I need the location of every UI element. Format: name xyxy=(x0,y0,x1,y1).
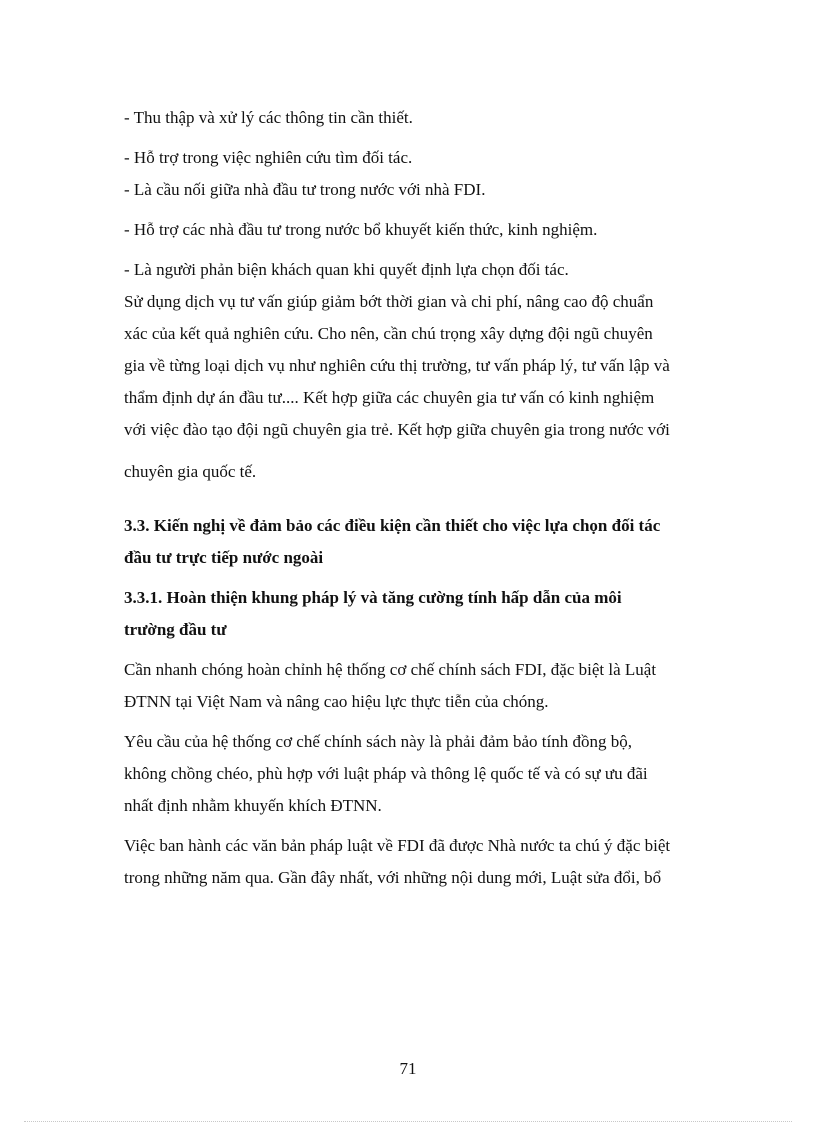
paragraph-legislation-line-2: trong những năm qua. Gần đây nhất, với những nội dung mới, Luật sửa đổi, bổ xyxy=(124,868,662,887)
page-number: 71 xyxy=(399,1059,417,1078)
paragraph-fdi-policy-line-1: Cần nhanh chóng hoàn chỉnh hệ thống cơ chế chính sách FDI, đặc biệt là Luật xyxy=(124,660,657,679)
bullet-collect-info: - Thu thập và xử lý các thông tin cần thiết. xyxy=(124,108,413,127)
paragraph-consulting-line-3: gia về từng loại dịch vụ như nghiên cứu thị trường, tư vấn pháp lý, tư vấn lập và xyxy=(124,356,670,375)
page-body xyxy=(124,102,746,894)
bullet-knowledge-support: - Hỗ trợ các nhà đầu tư trong nước bổ khuyết kiến thức, kinh nghiệm. xyxy=(124,220,598,239)
paragraph-requirements-line-1: Yêu cầu của hệ thống cơ chế chính sách này là phải đảm bảo tính đồng bộ, xyxy=(124,732,632,751)
paragraph-consulting-line-6: chuyên gia quốc tế. xyxy=(124,462,257,481)
paragraph-legislation-line-1: Việc ban hành các văn bản pháp luật về FDI đã được Nhà nước ta chú ý đặc biệt xyxy=(124,836,671,855)
bullet-critic: - Là người phản biện khách quan khi quyết định lựa chọn đối tác. xyxy=(124,260,569,279)
paragraph-consulting-line-5: với việc đào tạo đội ngũ chuyên gia trẻ. Kết hợp giữa chuyên gia trong nước với xyxy=(124,420,670,439)
heading-3-3-1-line-2: trường đầu tư xyxy=(124,620,227,639)
bullet-bridge: - Là cầu nối giữa nhà đầu tư trong nước với nhà FDI. xyxy=(124,180,486,199)
heading-3-3-line-2: đầu tư trực tiếp nước ngoài xyxy=(124,548,324,567)
heading-3-3-1-line-1: 3.3.1. Hoàn thiện khung pháp lý và tăng cường tính hấp dẫn của môi xyxy=(124,588,622,607)
paragraph-consulting-line-4: thẩm định dự án đầu tư.... Kết hợp giữa các chuyên gia tư vấn có kinh nghiệm xyxy=(124,388,655,407)
footer-divider xyxy=(24,1121,792,1122)
heading-3-3-line-1: 3.3. Kiến nghị về đảm bảo các điều kiện cần thiết cho việc lựa chọn đối tác xyxy=(124,516,661,535)
bullet-partner-research: - Hỗ trợ trong việc nghiên cứu tìm đối tác. xyxy=(124,148,413,167)
paragraph-consulting-line-2: xác của kết quả nghiên cứu. Cho nên, cần chú trọng xây dựng đội ngũ chuyên xyxy=(124,324,653,343)
paragraph-fdi-policy-line-2: ĐTNN tại Việt Nam và nâng cao hiệu lực thực tiễn của chóng. xyxy=(124,692,549,711)
paragraph-requirements-line-2: không chồng chéo, phù hợp với luật pháp và thông lệ quốc tế và có sự ưu đãi xyxy=(124,764,648,783)
paragraph-consulting-line-1: Sử dụng dịch vụ tư vấn giúp giảm bớt thời gian và chi phí, nâng cao độ chuẩn xyxy=(124,292,654,311)
paragraph-requirements-line-3: nhất định nhằm khuyến khích ĐTNN. xyxy=(124,796,382,815)
